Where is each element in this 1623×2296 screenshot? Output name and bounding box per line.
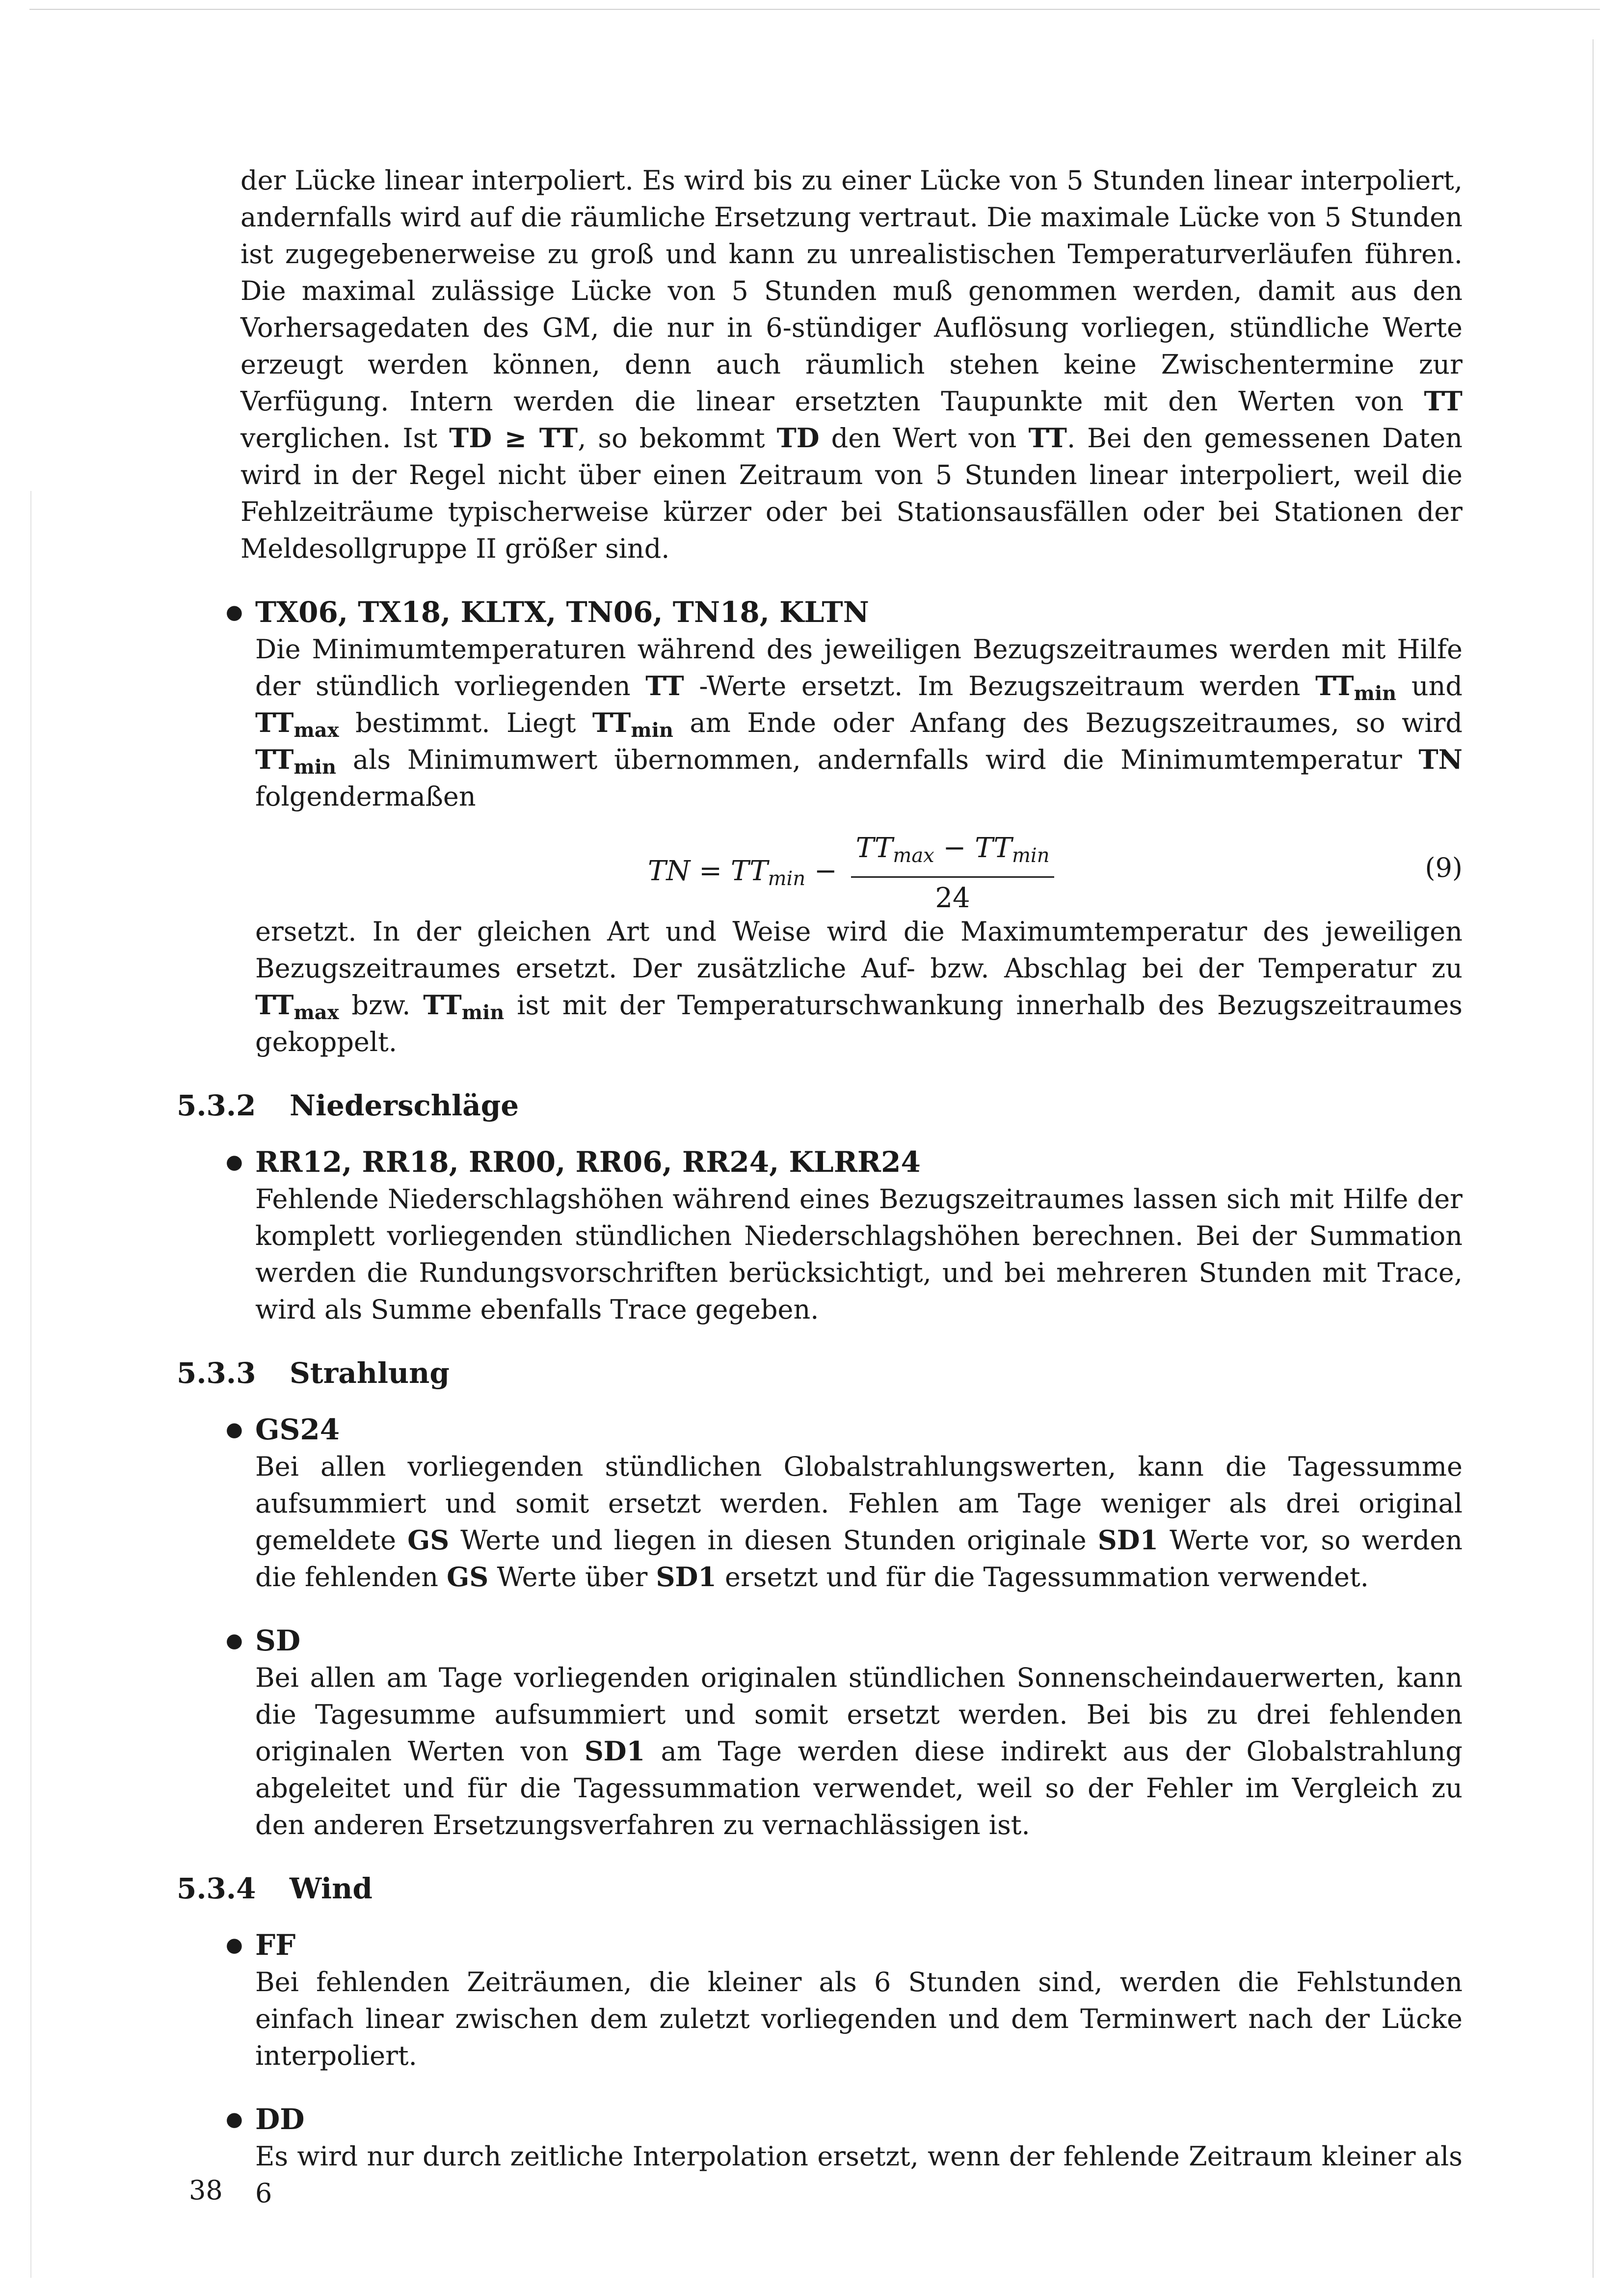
bullet-icon: ● — [226, 601, 243, 623]
item-text — [255, 631, 1463, 815]
section-heading-niederschlaege — [177, 1087, 1463, 1124]
section-title: Strahlung — [290, 1356, 450, 1390]
text: SD1 — [584, 1735, 645, 1767]
text: TT — [1315, 670, 1354, 702]
bullet-icon: ● — [226, 1934, 243, 1956]
text: min — [631, 719, 673, 742]
text: TT — [423, 989, 462, 1021]
text: Werte vor, so werden die fehlenden — [255, 1525, 1463, 1593]
item-title: TX06, TX18, KLTX, TN06, TN18, KLTN — [255, 595, 869, 629]
bullet-icon: ● — [226, 1629, 243, 1652]
text: TT — [645, 670, 684, 702]
text: TT — [255, 744, 294, 775]
spacer — [240, 567, 1463, 594]
text: Werte über — [497, 1562, 648, 1593]
text: min — [768, 867, 806, 890]
item-text — [255, 913, 1463, 1060]
equation-number: (9) — [1425, 852, 1463, 883]
spacer — [240, 1392, 1463, 1411]
text: den Wert von — [831, 423, 1017, 454]
text: GS — [447, 1561, 489, 1593]
page-number: 38 — [189, 2175, 223, 2206]
text: folgendermaßen — [255, 781, 476, 812]
text: . Bei den gemessenen Daten wird in der Regel nicht über einen Zeitraum von 5 Stunden linear interpoliert, weil die Fehlzeiträume typischerweise kürzer oder bei Stationsausfällen oder bei Stationen der Meldesollgruppe II größer sind. — [240, 423, 1463, 564]
text: − — [805, 855, 846, 887]
text: TN = TT — [648, 855, 768, 887]
text: als Minimumwert übernommen, andernfalls wird die Minimumtemperatur — [352, 744, 1402, 775]
bullet-icon: ● — [226, 2108, 243, 2131]
text: − TT — [934, 832, 1012, 864]
list-item-gs24 — [226, 1411, 1463, 1595]
text: bestimmt. Liegt — [355, 707, 576, 738]
list-item-ff — [226, 1927, 1463, 2074]
section-number: 5.3.3 — [177, 1356, 256, 1390]
text: max — [293, 1001, 339, 1024]
equation-9 — [255, 815, 1463, 913]
text: TD — [776, 422, 820, 454]
section-number: 5.3.2 — [177, 1089, 256, 1122]
item-title: FF — [255, 1928, 296, 1962]
text: am Ende oder Anfang des Bezugszeitraumes, so wird — [690, 707, 1463, 738]
text: TN — [1418, 744, 1463, 775]
text: TT — [855, 832, 893, 864]
scan-edge-top — [29, 9, 1600, 10]
numerator — [851, 830, 1055, 878]
denominator: 24 — [935, 882, 970, 914]
spacer — [240, 1124, 1463, 1144]
item-text — [255, 1659, 1463, 1843]
list-item-rr — [226, 1144, 1463, 1328]
text: SD1 — [1097, 1524, 1159, 1556]
fraction — [851, 830, 1055, 917]
text: Werte und liegen in diesen Stunden originale — [460, 1525, 1087, 1556]
text: GS — [407, 1524, 450, 1556]
text: max — [893, 844, 934, 867]
item-text — [255, 1448, 1463, 1595]
text: -Werte ersetzt. Im Bezugszeitraum werden — [699, 671, 1301, 702]
scan-edge-left — [30, 491, 31, 2278]
text: der Lücke linear interpoliert. Es wird bis zu einer Lücke von 5 Stunden linear interpoliert, andernfalls wird auf die räumliche Ersetzung vertraut. Die maximale Lücke von 5 Stunden ist zugegebenerweise zu groß und kann zu unrealistischen Temperaturverläufen führen. Die maximal zulässige Lücke von 5 Stunden muß genommen werden, damit aus den Vorhersagedaten des GM, die nur in 6-stündiger Auflösung vorliegen, stündliche Werte erzeugt werden können, denn auch räumlich stehen keine Zwischentermine zur Verfügung. Intern werden die linear ersetzten Taupunkte mit den Werten von — [240, 165, 1463, 417]
text: min — [461, 1001, 505, 1024]
text: min — [1354, 682, 1397, 705]
item-title: DD — [255, 2103, 305, 2136]
item-title: SD — [255, 1624, 301, 1657]
text: TT — [1424, 385, 1463, 417]
text: ersetzt. In der gleichen Art und Weise wird die Maximumtemperatur des jeweiligen Bezugszeitraumes ersetzt. Der zusätzliche Auf- bzw. Abschlag bei der Temperatur zu — [255, 916, 1463, 984]
spacer — [240, 2074, 1463, 2101]
text: TT — [592, 707, 631, 738]
spacer — [240, 1907, 1463, 1927]
list-item-temperature — [226, 594, 1463, 815]
section-title: Niederschläge — [290, 1089, 519, 1122]
text: und — [1411, 671, 1463, 702]
section-title: Wind — [290, 1872, 372, 1905]
text: ersetzt und für die Tagessummation verwendet. — [725, 1562, 1369, 1593]
text: verglichen. Ist — [240, 423, 438, 454]
text: Bei allen am Tage vorliegenden originalen stündlichen Sonnenscheindauerwerten, kann die Tagesumme aufsummiert und somit ersetzt werden. Bei bis zu drei fehlenden originalen Werten von — [255, 1662, 1463, 1767]
item-text: Bei fehlenden Zeiträumen, die kleiner als 6 Stunden sind, werden die Fehlstunden einfach linear zwischen dem zuletzt vorliegenden und dem Terminwert nach der Lücke interpoliert. — [255, 1967, 1463, 2071]
list-item-dd — [226, 2101, 1463, 2212]
list-item-temperature-cont — [255, 913, 1463, 1060]
section-heading-wind — [177, 1870, 1463, 1907]
spacer — [240, 1328, 1463, 1355]
paragraph-taupunkt — [240, 162, 1463, 567]
item-title: RR12, RR18, RR00, RR06, RR24, KLRR24 — [255, 1145, 921, 1179]
text: , so bekommt — [578, 423, 765, 454]
spacer — [240, 1595, 1463, 1622]
section-number: 5.3.4 — [177, 1872, 256, 1905]
text: min — [1012, 844, 1050, 867]
text: max — [293, 719, 339, 742]
text: SD1 — [656, 1561, 717, 1593]
text: am Tage werden diese indirekt aus der Globalstrahlung abgeleitet und für die Tagessummation verwendet, weil so der Fehler im Vergleich zu den anderen Ersetzungsverfahren zu vernachlässigen ist. — [255, 1736, 1463, 1840]
spacer — [240, 1843, 1463, 1870]
text: ist mit der Temperaturschwankung innerhalb des Bezugszeitraumes gekoppelt. — [255, 990, 1463, 1057]
equation — [648, 830, 1054, 917]
list-item-sd — [226, 1622, 1463, 1843]
text: bzw. — [351, 990, 411, 1021]
text: TT — [255, 989, 294, 1021]
text: Bei allen vorliegenden stündlichen Globalstrahlungswerten, kann die Tagessumme aufsummiert und somit ersetzt werden. Fehlen am Tage weniger als drei original gemeldete — [255, 1451, 1463, 1556]
item-title: GS24 — [255, 1413, 340, 1446]
spacer — [240, 1060, 1463, 1087]
text: TT — [255, 707, 294, 738]
item-text: Fehlende Niederschlagshöhen während eines Bezugszeitraumes lassen sich mit Hilfe der komplett vorliegenden stündlichen Niederschlagshöhen berechnen. Bei der Summation werden die Rundungsvorschriften berücksichtigt, und bei mehreren Stunden mit Trace, wird als Summe ebenfalls Trace gegeben. — [255, 1184, 1463, 1325]
section-heading-strahlung — [177, 1355, 1463, 1392]
bullet-icon: ● — [226, 1151, 243, 1173]
bullet-icon: ● — [226, 1418, 243, 1441]
text: Die Minimumtemperaturen während des jeweiligen Bezugszeitraumes werden mit Hilfe der stündlich vorliegenden — [255, 634, 1463, 702]
text: TD ≥ TT — [449, 422, 578, 454]
text: min — [293, 756, 337, 779]
text: TT — [1028, 422, 1067, 454]
item-text: Es wird nur durch zeitliche Interpolation ersetzt, wenn der fehlende Zeitraum kleiner als 6 — [255, 2141, 1463, 2209]
scan-edge-right — [1593, 39, 1594, 2278]
